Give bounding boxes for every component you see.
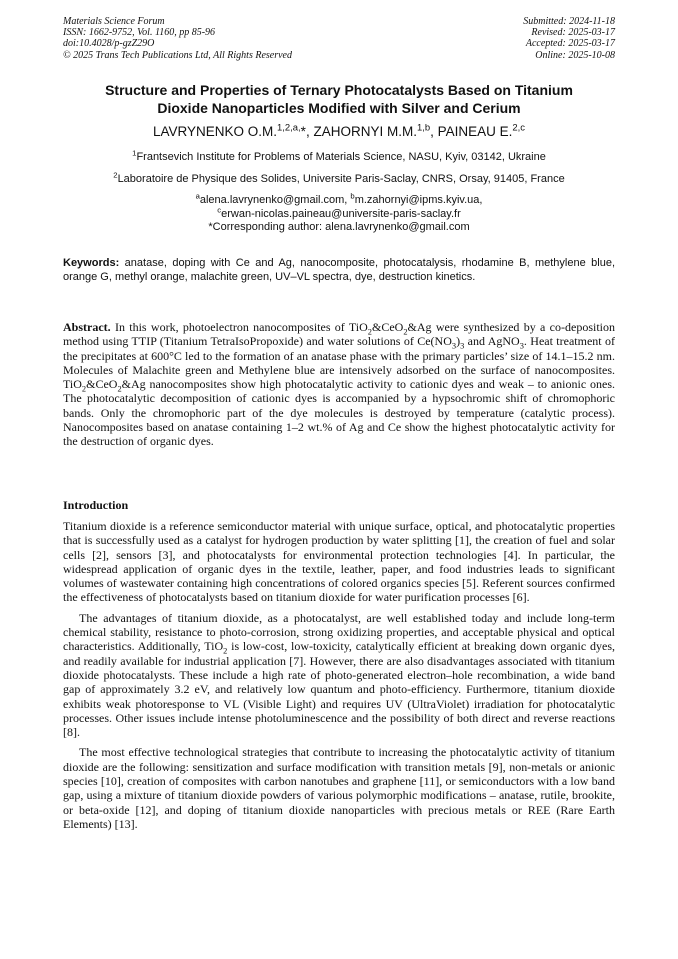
author-affiliation-mark: 1,b (416, 122, 431, 134)
keywords (63, 256, 615, 284)
subscript: 3 (451, 341, 457, 351)
intro-paragraph-2 (63, 611, 615, 740)
title-line-1: Structure and Properties of Ternary Photocatalysts Based on Titanium (105, 82, 573, 98)
subscript: 2 (367, 327, 372, 337)
submitted-date: Submitted: 2024-11-18 (523, 16, 615, 27)
email-line-1 (40, 191, 638, 208)
copyright-line: © 2025 Trans Tech Publications Ltd, All Rights Reserved (63, 49, 292, 61)
email-line-2 (40, 204, 638, 222)
email-mark: b (350, 191, 355, 201)
affiliation-1 (40, 150, 638, 164)
subscript: 2 (117, 384, 122, 394)
journal-info (63, 16, 292, 61)
intro-paragraph-1: Titanium dioxide is a reference semiconductor material with unique surface, optical, and photocatalytic properties that is successfully used as a catalyst for hydrogen production by water splitting [1], the creation of fuel and solar cells [2], sensors [3], and photocatalysts for environmental protection technologies [4]. In particular, the widespread application of organic dyes in the textile, leather, paper, and food industries leads to significant volumes of wastewater containing high concentrations of colored organics species [5]. Referent sources confirmed the effectiveness of photocatalysts based on titanium dioxide for water purification processes [6]. (63, 519, 615, 605)
abstract-text: &Ag were synthesized by a co-deposition method using TTIP (Titanium TetraIsoPropoxide) and water solutions of Ce(NO (63, 320, 615, 349)
issn-line: ISSN: 1662-9752, Vol. 1160, pp 85-96 (63, 27, 216, 39)
journal-name: Materials Science Forum (63, 16, 165, 27)
author-emails (40, 191, 638, 235)
title-line-2: Dioxide Nanoparticles Modified with Silver and Cerium (157, 100, 521, 116)
paragraph-text: is low-cost, low-toxicity, catalytically efficient at breaking down organic dyes, and readily available for industrial application [7]. However, there are also disadvantages associated with titanium dioxide photocatalysts. These include a high rate of photo-generated electron–hole recombination, a wide band gap of approximately 3.2 eV, and relatively low quantum and photo-efficiency. Furthermore, titanium dioxide exhibits weak photoresponse to VL (Visible Light) and requires UV (UltraViolet) irradiation for photocatalytic processes. Other issues include intense photoluminescence and the possibility of both direct and reverse reactions [8]. (63, 639, 615, 740)
author-name: LAVRYNENKO O.M. (153, 124, 278, 139)
corresponding-author: *Corresponding author: alena.lavrynenko@gmail.com (208, 221, 470, 233)
subscript: 2 (81, 384, 87, 394)
doi-line[interactable]: doi:10.4028/p-gzZ29O (63, 38, 155, 50)
paragraph-text: The advantages of titanium dioxide, as a photocatalyst, are well established today and include long-term chemical stability, resistance to photo-corrosion, strong oxidizing properties, and acceptable physical and optical characteristics. Additionally, TiO (63, 610, 615, 654)
author-name: PAINEAU E. (437, 124, 513, 139)
affiliation-number: 1 (132, 148, 137, 158)
abstract-text: . Heat treatment of the precipitates at 600°C led to the formation of an anatase phase with the primary particles’ size of 14.1–15.2 nm. Molecules of Malachite green and Methylene blue are intensively adsorbed on the surface of nanocomposites. TiO (63, 334, 615, 392)
email-b[interactable]: m.zahornyi@ipms.kyiv.ua, (354, 194, 483, 206)
abstract-text: &CeO (86, 377, 118, 392)
paper-title (40, 81, 638, 117)
affiliation-2 (40, 172, 638, 186)
abstract-text: In this work, photoelectron nanocomposites of TiO (110, 320, 368, 334)
abstract-text: ) (456, 334, 461, 349)
subscript: 3 (519, 341, 524, 351)
publication-dates (523, 16, 615, 61)
online-date: Online: 2025-10-08 (535, 49, 615, 61)
intro-paragraph-3: The most effective technological strategies that contribute to increasing the photocatalytic activity of titanium dioxide are the following: sensitization and surface modification with transition metals [9], non-metals or anionic species [10], creation of composites with carbon nanotubes and graphene [11], or semiconductors with a low band gap, using a mixture of titanium dioxide powders of various polymorphic modifications – anatase, rutile, brookite, or beta-oxide [12], and doping of titanium dioxide nanoparticles with precious metals or REE (Rare Earth Elements) [13]. (63, 745, 615, 831)
author-affiliation-mark: 1,2,a, (277, 122, 301, 134)
introduction-body (63, 519, 615, 837)
email-a[interactable]: alena.lavrynenko@gmail.com, (199, 194, 351, 206)
introduction-heading: Introduction (63, 498, 129, 512)
author-name: ZAHORNYI M.M. (313, 124, 417, 139)
accepted-date: Accepted: 2025-03-17 (525, 38, 615, 50)
abstract-text: and AgNO (464, 334, 520, 349)
subscript: 2 (403, 327, 408, 337)
abstract-text: &CeO (371, 320, 404, 334)
affiliation-number: 2 (113, 170, 118, 180)
subscript: 3 (460, 341, 465, 351)
abstract-label: Abstract. (63, 320, 111, 334)
keywords-label: Keywords: (63, 257, 120, 269)
abstract (63, 320, 615, 449)
author-affiliation-mark: 2,c (512, 122, 525, 134)
email-mark: a (195, 191, 200, 201)
affiliation-text: Laboratoire de Physique des Solides, Universite Paris-Saclay, CNRS, Orsay, 91405, France (117, 173, 565, 185)
corresponding-mark: * (300, 124, 306, 139)
email-mark: c (217, 204, 222, 214)
author-list (40, 123, 638, 141)
author-separator: , (305, 124, 314, 139)
affiliation-text: Frantsevich Institute for Problems of Materials Science, NASU, Kyiv, 03142, Ukraine (136, 151, 546, 163)
subscript: 2 (223, 646, 228, 656)
abstract-text: &Ag nanocomposites show high photocatalytic activity to cationic dyes and weak – to anionic ones. The photocatalytic decomposition of cationic dyes is accompanied by a hypsochromic shift of chromophoric bands. Only the chromophoric part of the dye molecules is destroyed by temperature (catalytic process). Nanocomposites based on anatase containing 1–2 wt.% of Ag and Ce show the highest photocatalytic activity for the destruction of organic dyes. (63, 377, 615, 449)
email-c[interactable]: erwan-nicolas.paineau@universite-paris-saclay.fr (221, 207, 461, 220)
revised-date: Revised: 2025-03-17 (531, 27, 615, 39)
keywords-text: anatase, doping with Ce and Ag, nanocomposite, photocatalysis, rhodamine B, methylene blue, orange G, methyl orange, malachite green, UV–VL spectra, dye, destruction kinetics. (63, 257, 615, 283)
author-separator: , (430, 124, 438, 139)
